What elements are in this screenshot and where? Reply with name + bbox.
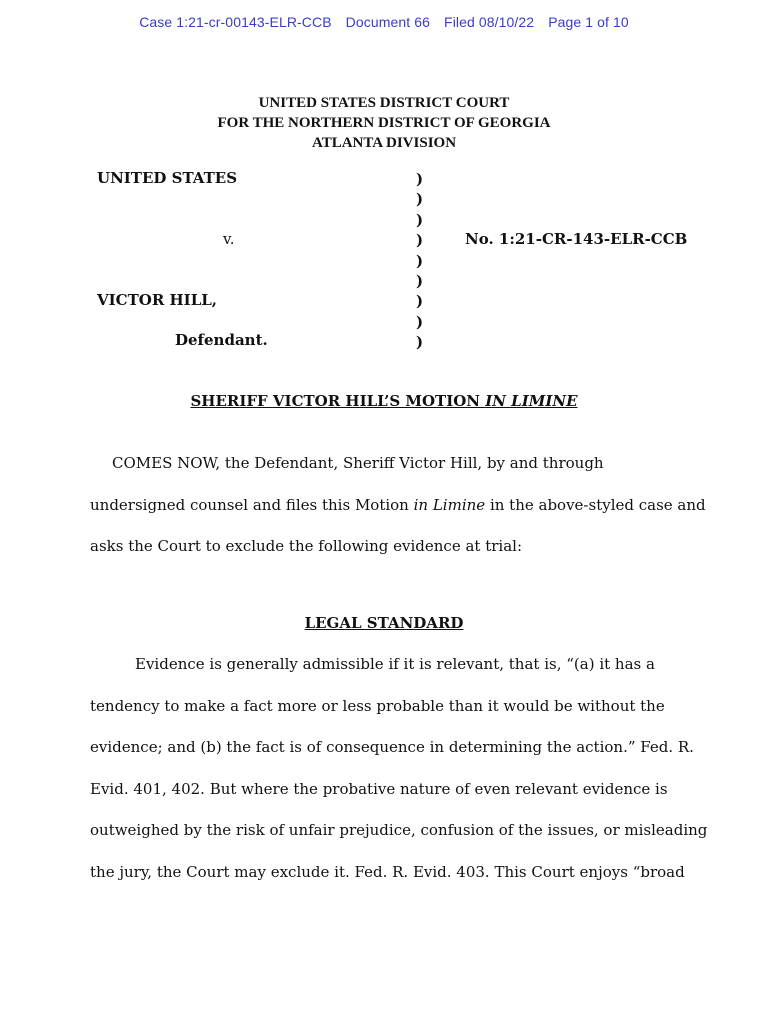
- intro-line-1: COMES NOW, the Defendant, Sheriff Victor Hill, by and through: [112, 454, 604, 472]
- intro-line-2a: undersigned counsel and files this Motion: [90, 495, 414, 514]
- plaintiff-name: UNITED STATES: [97, 169, 238, 187]
- caption-paren: ): [416, 210, 424, 229]
- case-number-stamp: Case 1:21-cr-00143-ELR-CCB: [139, 14, 332, 30]
- legal-standard-paragraph: [90, 644, 708, 893]
- caption-paren: ): [416, 231, 424, 250]
- court-division: ATLANTA DIVISION: [311, 135, 457, 151]
- legal-line: Evidence is generally admissible if it is relevant, that is, “(a) it has a: [135, 655, 655, 673]
- legal-line: evidence; and (b) the fact is of consequence in determining the action.” Fed. R.: [90, 738, 694, 756]
- intro-line-3: asks the Court to exclude the following evidence at trial:: [90, 537, 523, 555]
- court-name: UNITED STATES DISTRICT COURT: [258, 95, 510, 111]
- section-heading: LEGAL STANDARD: [304, 614, 464, 632]
- caption-paren: ): [416, 251, 424, 270]
- intro-line-2b: in the above-styled case and: [485, 495, 706, 514]
- motion-title-main: SHERIFF VICTOR HILL’S MOTION: [190, 392, 486, 410]
- intro-paragraph: [90, 443, 706, 568]
- caption-paren: ): [416, 292, 424, 311]
- legal-line: tendency to make a fact more or less probable than it would be without the: [90, 696, 665, 715]
- case-number: No. 1:21-CR-143-ELR-CCB: [465, 230, 688, 248]
- intro-line-2-italic: in Limine: [413, 495, 486, 514]
- caption-paren: ): [416, 190, 424, 209]
- caption-paren: ): [416, 170, 424, 188]
- legal-line: outweighed by the risk of unfair prejudice, confusion of the issues, or misleading: [90, 821, 708, 839]
- caption-paren: ): [416, 312, 424, 331]
- defendant-name: VICTOR HILL,: [97, 291, 218, 309]
- intro-line-2: [90, 485, 706, 527]
- versus: v.: [223, 230, 235, 248]
- legal-line: Evid. 401, 402. But where the probative nature of even relevant evidence is: [90, 779, 668, 798]
- caption-paren: ): [416, 333, 424, 352]
- caption-paren: ): [416, 271, 424, 290]
- page-count-stamp: Page 1 of 10: [548, 14, 629, 30]
- court-district: FOR THE NORTHERN DISTRICT OF GEORGIA: [217, 115, 551, 131]
- motion-title-italic: IN LIMINE: [485, 392, 578, 410]
- ecf-header-stamp: [0, 14, 768, 30]
- filed-date-stamp: Filed 08/10/22: [444, 14, 535, 30]
- court-heading: [0, 93, 768, 153]
- caption-paren-column: [416, 169, 423, 353]
- document-number-stamp: Document 66: [345, 14, 431, 30]
- legal-line: the jury, the Court may exclude it. Fed. R. Evid. 403. This Court enjoys “broad: [90, 862, 685, 881]
- motion-title: [0, 392, 768, 410]
- defendant-role: Defendant.: [175, 331, 268, 349]
